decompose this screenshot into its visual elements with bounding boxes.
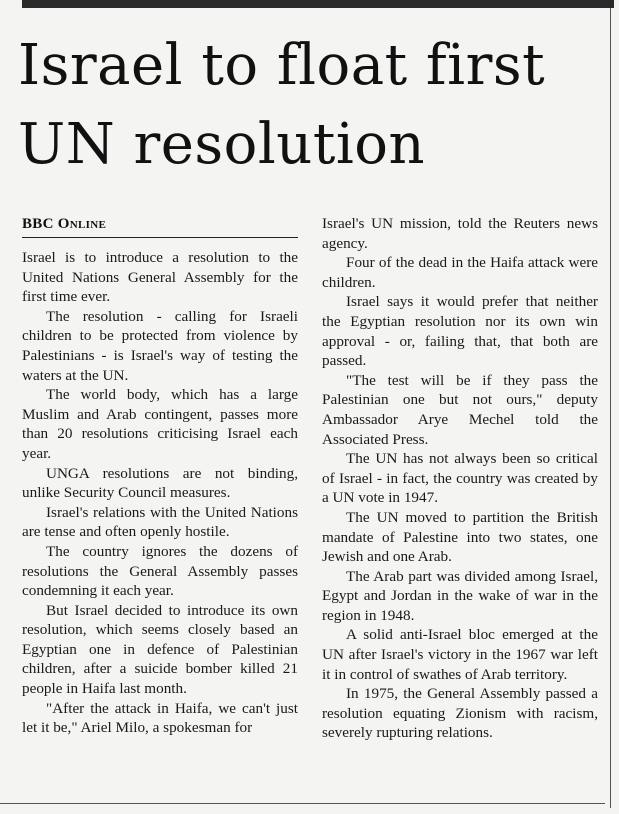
paragraph: Israel is to introduce a resolution to the United Nations General Assembly for the first time ever. — [22, 249, 298, 306]
paragraph: The country ignores the dozens of resolutions the General Assembly passes condemning it each year. — [22, 542, 298, 600]
paragraph: "The test will be if they pass the Palestinian one but not ours," deputy Ambassador Arye Mechel told the Associated Press. — [322, 371, 598, 448]
paragraph: "After the attack in Haifa, we can't just let it be," Ariel Milo, a spokesman for — [22, 699, 298, 737]
paragraph: Israel's relations with the United Nations are tense and often openly hostile. — [22, 503, 298, 541]
paragraph: The UN has not always been so critical of Israel - in fact, the country was created by a UN vote in 1947. — [322, 450, 598, 507]
top-rule — [22, 0, 614, 8]
column-rule-right — [610, 8, 611, 808]
paragraph: The UN moved to partition the British mandate of Palestine into two states, one Jewish and one Arab. — [322, 508, 598, 566]
paragraph: UNGA resolutions are not binding, unlike Security Council measures. — [22, 464, 298, 502]
paragraph-continuation: Israel's UN mission, told the Reuters news agency. — [322, 215, 598, 252]
paragraph: A solid anti-Israel bloc emerged at the UN after Israel's victory in the 1967 war left it in control of swathes of Arab territory. — [322, 626, 598, 683]
headline: Israel to float first UN resolution — [18, 33, 546, 177]
paragraph: In 1975, the General Assembly passed a resolution equating Zionism with racism, severely rupturing relations. — [322, 685, 598, 742]
bottom-rule — [0, 803, 605, 804]
article-column-left — [22, 248, 298, 738]
paragraph: Four of the dead in the Haifa attack were children. — [322, 254, 598, 291]
byline: BBC Online — [22, 216, 298, 238]
paragraph: Israel says it would prefer that neither the Egyptian resolution nor its own win approval - or, failing that, that both are passed. — [322, 293, 598, 370]
paragraph: The world body, which has a large Muslim and Arab contingent, passes more than 20 resolutions criticising Israel each year. — [22, 386, 298, 462]
article-column-right — [322, 214, 598, 743]
paragraph: The Arab part was divided among Israel, Egypt and Jordan in the wake of war in the region in 1948. — [322, 567, 598, 624]
paragraph: The resolution - calling for Israeli children to be protected from violence by Palestinians - is Israel's way of testing the waters at the UN. — [22, 307, 298, 384]
paragraph: But Israel decided to introduce its own resolution, which seems closely based an Egyptian one in defence of Palestinian children, after a suicide bomber killed 21 people in Haifa last month. — [22, 601, 298, 698]
